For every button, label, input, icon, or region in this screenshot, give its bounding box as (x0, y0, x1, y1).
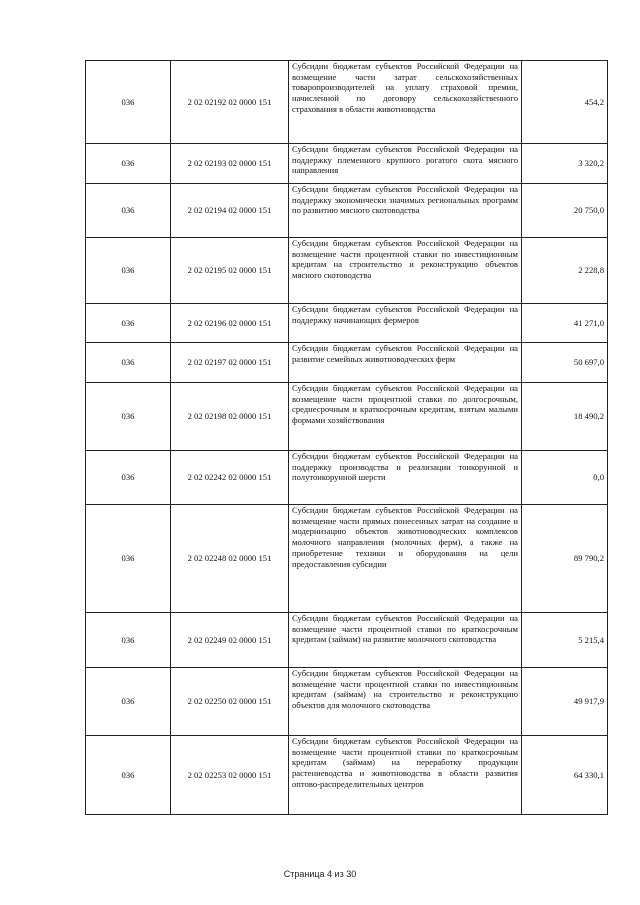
table-row (86, 736, 608, 815)
kbk-code-cell: 2 02 02196 02 0000 151 (171, 304, 289, 343)
description-cell: Субсидии бюджетам субъектов Российской Федерации на возмещение части прямых понесенных затрат на создание и модернизацию объектов животноводческих комплексов молочного направления (молочных ферм), а также на приобретение техники и оборудования на цели предоставления субсидии (289, 505, 522, 613)
description-cell: Субсидии бюджетам субъектов Российской Федерации на поддержку начинающих фермеров (289, 304, 522, 343)
kbk-code-cell: 2 02 02194 02 0000 151 (171, 184, 289, 238)
budget-table (85, 60, 608, 815)
table-row (86, 668, 608, 736)
admin-code-cell: 036 (86, 144, 171, 184)
kbk-code-cell: 2 02 02198 02 0000 151 (171, 383, 289, 451)
kbk-code-cell: 2 02 02248 02 0000 151 (171, 505, 289, 613)
table-row (86, 613, 608, 668)
description-cell: Субсидии бюджетам субъектов Российской Федерации на возмещение части процентной ставки по долгосрочным, среднесрочным и краткосрочным кредитам, взятым малыми формами хозяйствования (289, 383, 522, 451)
description-cell: Субсидии бюджетам субъектов Российской Федерации на возмещение части затрат сельскохозяйственных товаропроизводителей на уплату страховой премии, начисленной по договору сельскохозяйственного страхования в области животноводства (289, 61, 522, 144)
description-cell: Субсидии бюджетам субъектов Российской Федерации на возмещение части процентной ставки по инвестиционным кредитам на строительство и реконструкцию объектов мясного скотоводства (289, 238, 522, 304)
admin-code-cell: 036 (86, 184, 171, 238)
amount-cell: 3 320,2 (522, 144, 608, 184)
kbk-code-cell: 2 02 02253 02 0000 151 (171, 736, 289, 815)
amount-cell: 89 790,2 (522, 505, 608, 613)
table-row (86, 61, 608, 144)
amount-cell: 20 750,0 (522, 184, 608, 238)
admin-code-cell: 036 (86, 668, 171, 736)
table-body (86, 61, 608, 815)
admin-code-cell: 036 (86, 451, 171, 505)
description-cell: Субсидии бюджетам субъектов Российской Федерации на поддержку производства и реализации тонкорунной и полутонкорунной шерсти (289, 451, 522, 505)
description-cell: Субсидии бюджетам субъектов Российской Федерации на возмещение части процентной ставки по инвестиционным кредитам (займам) на строительство и реконструкцию объектов для молочного скотоводства (289, 668, 522, 736)
description-cell: Субсидии бюджетам субъектов Российской Федерации на возмещение части процентной ставки по краткосрочным кредитам (займам) на развитие молочного скотоводства (289, 613, 522, 668)
table-row (86, 184, 608, 238)
amount-cell: 18 490,2 (522, 383, 608, 451)
table-row (86, 451, 608, 505)
amount-cell: 50 697,0 (522, 343, 608, 383)
table-row (86, 343, 608, 383)
table-row (86, 505, 608, 613)
amount-cell: 5 215,4 (522, 613, 608, 668)
admin-code-cell: 036 (86, 383, 171, 451)
table-row (86, 238, 608, 304)
kbk-code-cell: 2 02 02197 02 0000 151 (171, 343, 289, 383)
kbk-code-cell: 2 02 02249 02 0000 151 (171, 613, 289, 668)
description-cell: Субсидии бюджетам субъектов Российской Федерации на развитие семейных животноводческих ферм (289, 343, 522, 383)
amount-cell: 49 917,9 (522, 668, 608, 736)
kbk-code-cell: 2 02 02195 02 0000 151 (171, 238, 289, 304)
description-cell: Субсидии бюджетам субъектов Российской Федерации на поддержку племенного крупного рогатого скота мясного направления (289, 144, 522, 184)
kbk-code-cell: 2 02 02192 02 0000 151 (171, 61, 289, 144)
kbk-code-cell: 2 02 02193 02 0000 151 (171, 144, 289, 184)
amount-cell: 454,2 (522, 61, 608, 144)
amount-cell: 0,0 (522, 451, 608, 505)
table-row (86, 383, 608, 451)
amount-cell: 2 228,8 (522, 238, 608, 304)
amount-cell: 64 330,1 (522, 736, 608, 815)
table-row (86, 304, 608, 343)
admin-code-cell: 036 (86, 505, 171, 613)
page-number: Страница 4 из 30 (283, 869, 357, 879)
admin-code-cell: 036 (86, 736, 171, 815)
amount-cell: 41 271,0 (522, 304, 608, 343)
kbk-code-cell: 2 02 02250 02 0000 151 (171, 668, 289, 736)
admin-code-cell: 036 (86, 343, 171, 383)
description-cell: Субсидии бюджетам субъектов Российской Федерации на поддержку экономически значимых региональных программ по развитию мясного скотоводства (289, 184, 522, 238)
table-row (86, 144, 608, 184)
admin-code-cell: 036 (86, 61, 171, 144)
admin-code-cell: 036 (86, 238, 171, 304)
budget-table-container (85, 60, 602, 815)
admin-code-cell: 036 (86, 304, 171, 343)
admin-code-cell: 036 (86, 613, 171, 668)
kbk-code-cell: 2 02 02242 02 0000 151 (171, 451, 289, 505)
description-cell: Субсидии бюджетам субъектов Российской Федерации на возмещение части процентной ставки по краткосрочным кредитам (займам) на переработку продукции растениеводства и животноводства в области развития оптово-распределительных центров (289, 736, 522, 815)
